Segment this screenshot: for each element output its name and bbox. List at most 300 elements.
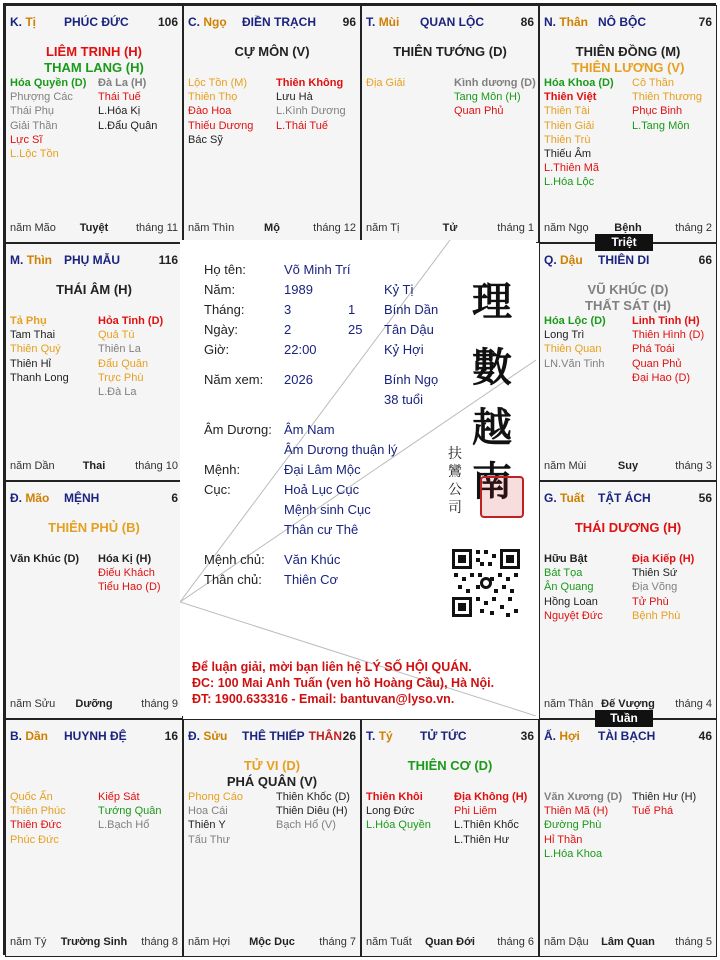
star-item: Thiên Tài bbox=[544, 105, 590, 118]
palace-suu[interactable] bbox=[183, 719, 361, 957]
palace-name-text: NÔ BỘC bbox=[598, 15, 646, 29]
main-star: THIÊN PHỦ (B) bbox=[48, 520, 140, 535]
palace-name-text: ĐIỀN TRẠCH bbox=[242, 15, 316, 29]
palace-year: năm Tị bbox=[366, 222, 400, 234]
truong-sinh-stage: Mộ bbox=[264, 222, 280, 234]
nam-xem-value: 2026 bbox=[284, 372, 313, 387]
menh-chu-value: Văn Khúc bbox=[284, 552, 341, 567]
qr-code-icon[interactable] bbox=[450, 547, 522, 619]
star-item: L.Đẩu Quân bbox=[98, 119, 158, 132]
star-item: Lộc Tồn (M) bbox=[188, 77, 248, 89]
palace-month: tháng 10 bbox=[135, 460, 178, 472]
palace-position bbox=[188, 15, 227, 29]
palace-footer bbox=[188, 222, 356, 236]
palace-year: năm Mão bbox=[10, 222, 56, 234]
star-item: Thiên Quan bbox=[544, 343, 602, 356]
star-item: Thiên Sứ bbox=[632, 567, 678, 580]
left-stars bbox=[10, 790, 66, 847]
right-stars bbox=[632, 76, 702, 133]
palace-branch: Mão bbox=[25, 491, 50, 505]
main-star: THAM LANG (H) bbox=[44, 60, 144, 75]
star-item: Bạch Hổ (V) bbox=[276, 819, 336, 832]
star-item: Địa Không (H) bbox=[454, 791, 528, 803]
star-item: Thiên Đức bbox=[10, 819, 62, 832]
cuc-value: Hoả Lục Cục bbox=[284, 482, 360, 497]
ad-line-2: ĐC: 100 Mai Anh Tuấn (ven hồ Hoàng Cầu), Hà Nội. bbox=[192, 676, 495, 690]
star-item: Hỏa Tinh (D) bbox=[98, 315, 164, 327]
star-item: Đào Hoa bbox=[188, 105, 232, 118]
star-item: Thái Tuế bbox=[98, 91, 141, 104]
thang-value: 3 bbox=[284, 302, 292, 317]
palace-name-text: PHÚC ĐỨC bbox=[64, 15, 129, 29]
palace-name-text: QUAN LỘC bbox=[420, 15, 484, 29]
star-item: Tam Thai bbox=[10, 329, 56, 342]
palace-name bbox=[598, 491, 651, 505]
palace-branch: Mùi bbox=[378, 15, 400, 29]
palace-branch: Tý bbox=[378, 729, 393, 743]
main-star: THIÊN LƯƠNG (V) bbox=[571, 60, 685, 75]
palace-age: 36 bbox=[520, 729, 534, 743]
calligraphy-char-2: 數 bbox=[472, 344, 512, 391]
center-info-panel bbox=[180, 240, 536, 716]
palace-header bbox=[544, 729, 712, 745]
star-item: Long Đức bbox=[366, 805, 415, 818]
star-item: Thiên Thọ bbox=[188, 91, 238, 104]
star-item: Đà La (H) bbox=[98, 77, 147, 89]
star-item: Phượng Các bbox=[10, 91, 73, 104]
main-star: THIÊN TƯỚNG (D) bbox=[393, 44, 507, 59]
palace-position-prefix: Q. bbox=[544, 253, 557, 267]
right-stars bbox=[454, 76, 536, 119]
star-item: Thanh Long bbox=[10, 371, 69, 384]
truong-sinh-stage: Tử bbox=[442, 222, 458, 234]
palace-branch: Tị bbox=[25, 15, 37, 29]
main-star: THIÊN CƠ (D) bbox=[407, 758, 493, 773]
ngay-am: 25 bbox=[348, 322, 363, 337]
tuan-tag: Tuần bbox=[595, 710, 653, 727]
palace-name-text: HUYNH ĐỆ bbox=[64, 729, 127, 743]
left-stars bbox=[544, 552, 603, 623]
palace-year: năm Tý bbox=[10, 936, 47, 948]
star-item: L.Kình Dương bbox=[276, 105, 346, 118]
palace-position-prefix: G. bbox=[544, 491, 557, 505]
palace-month: tháng 9 bbox=[141, 698, 178, 710]
ngay-can-chi: Tân Dậu bbox=[384, 322, 434, 337]
star-item: LN.Văn Tinh bbox=[544, 357, 605, 370]
star-item: Tiểu Hao (D) bbox=[98, 581, 161, 594]
star-item: L.Đà La bbox=[98, 385, 137, 398]
gio-value: 22:00 bbox=[284, 342, 317, 357]
palace-name bbox=[242, 729, 342, 743]
palace-footer bbox=[188, 936, 356, 950]
star-item: Thiên Hư (H) bbox=[632, 791, 697, 803]
star-item: L.Bạch Hổ bbox=[98, 819, 150, 832]
triet-tag: Triệt bbox=[595, 234, 653, 251]
star-item: Hỉ Thần bbox=[544, 833, 583, 846]
right-stars bbox=[276, 790, 350, 833]
star-item: Thiên Hình (D) bbox=[632, 329, 705, 342]
palace-age: 56 bbox=[698, 491, 712, 505]
left-stars bbox=[188, 76, 253, 147]
star-item: Thiên Khôi bbox=[366, 791, 423, 803]
main-star: THÁI DƯƠNG (H) bbox=[574, 520, 682, 535]
red-seal-icon bbox=[480, 476, 524, 518]
palace-year: năm Ngọ bbox=[544, 222, 589, 234]
star-item: Hóa Khoa (D) bbox=[544, 77, 614, 89]
star-item: Bác Sỹ bbox=[188, 133, 223, 146]
star-item: L.Hóa Quyền bbox=[366, 819, 431, 832]
star-item: Hữu Bật bbox=[544, 553, 588, 565]
star-item: Thiên Thương bbox=[632, 91, 703, 104]
palace-position bbox=[544, 253, 583, 267]
palace-year: năm Hợi bbox=[188, 936, 231, 948]
star-item: Quan Phủ bbox=[632, 357, 682, 370]
palace-header bbox=[10, 491, 178, 507]
star-item: L.Tang Môn bbox=[632, 119, 690, 132]
palace-branch: Thìn bbox=[26, 253, 53, 267]
nam-xem-label: Năm xem: bbox=[204, 372, 264, 387]
than-chu-value: Thiên Cơ bbox=[284, 572, 339, 587]
star-item: Điếu Khách bbox=[98, 567, 155, 580]
gio-label: Giờ: bbox=[204, 342, 230, 357]
main-star: VŨ KHÚC (D) bbox=[587, 282, 669, 297]
right-stars bbox=[632, 314, 704, 385]
ho-ten-value: Võ Minh Trí bbox=[284, 262, 351, 277]
nam-value: 1989 bbox=[284, 282, 313, 297]
menh-label: Mệnh: bbox=[204, 462, 241, 477]
palace-age: 26 bbox=[342, 729, 356, 743]
star-item: Phúc Đức bbox=[10, 833, 59, 846]
gio-can-chi: Kỷ Hợi bbox=[384, 342, 424, 357]
palace-header bbox=[10, 15, 178, 31]
palace-footer bbox=[10, 222, 178, 236]
star-item: Giải Thần bbox=[10, 119, 58, 132]
palace-than[interactable] bbox=[539, 5, 717, 243]
palace-mui[interactable] bbox=[361, 5, 539, 243]
star-item: L.Hóa Lộc bbox=[544, 176, 595, 189]
star-item: Bệnh Phù bbox=[632, 609, 681, 622]
palace-month: tháng 4 bbox=[675, 698, 712, 710]
star-item: Thiên Khốc (D) bbox=[276, 791, 350, 803]
star-item: L.Thiên Khốc bbox=[454, 819, 519, 832]
palace-name bbox=[598, 15, 646, 29]
palace-ngo[interactable] bbox=[183, 5, 361, 243]
truong-sinh-stage: Bệnh bbox=[614, 222, 642, 234]
palace-position-prefix: N. bbox=[544, 15, 556, 29]
palace-year: năm Dậu bbox=[544, 936, 589, 948]
tuoi-value: 38 tuổi bbox=[384, 392, 424, 407]
star-item: Văn Khúc (D) bbox=[10, 553, 80, 565]
star-item: Tả Phụ bbox=[10, 315, 47, 327]
palace-position bbox=[10, 15, 36, 29]
star-item: L.Thiên Mã bbox=[544, 162, 600, 175]
palace-month: tháng 8 bbox=[141, 936, 178, 948]
star-item: Thiên Diêu (H) bbox=[276, 805, 348, 818]
palace-age: 46 bbox=[698, 729, 712, 743]
ho-ten-label: Họ tên: bbox=[204, 262, 246, 277]
palace-month: tháng 6 bbox=[497, 936, 534, 948]
palace-header bbox=[366, 729, 534, 745]
palace-header bbox=[366, 15, 534, 31]
palace-branch: Thân bbox=[559, 15, 589, 29]
right-stars bbox=[98, 790, 162, 833]
main-star: THIÊN ĐỒNG (M) bbox=[575, 44, 681, 59]
palace-month: tháng 7 bbox=[319, 936, 356, 948]
palace-age: 106 bbox=[157, 15, 178, 29]
palace-position bbox=[544, 491, 584, 505]
star-item: Ân Quang bbox=[544, 581, 594, 594]
palace-branch: Sửu bbox=[203, 729, 228, 743]
right-stars bbox=[276, 76, 346, 133]
star-item: Tấu Thư bbox=[188, 833, 231, 846]
star-item: Tuế Phá bbox=[632, 805, 674, 818]
palace-age: 66 bbox=[698, 253, 712, 267]
truong-sinh-stage: Đế Vượng bbox=[601, 698, 655, 710]
palace-position-prefix: K. bbox=[10, 15, 22, 29]
than-cu-note: Thân cư Thê bbox=[284, 522, 359, 537]
palace-tuat[interactable] bbox=[539, 481, 717, 719]
star-item: Cô Thần bbox=[632, 77, 674, 89]
nam-xem-can-chi: Bính Ngọ bbox=[384, 372, 439, 387]
palace-hoi[interactable] bbox=[539, 719, 717, 957]
palace-month: tháng 2 bbox=[675, 222, 712, 234]
star-item: Thiên Quý bbox=[10, 343, 61, 356]
palace-month: tháng 3 bbox=[675, 460, 712, 472]
ad-line-3[interactable]: ĐT: 1900.633316 - Email: bantuvan@lyso.vn. bbox=[192, 692, 455, 706]
left-stars bbox=[366, 76, 405, 90]
truong-sinh-stage: Lâm Quan bbox=[601, 936, 655, 948]
palace-name-text: TỬ TỨC bbox=[420, 729, 467, 743]
palace-header bbox=[188, 729, 356, 745]
palace-dau[interactable] bbox=[539, 243, 717, 481]
palace-position bbox=[10, 729, 48, 743]
calligraphy-char-1: 理 bbox=[472, 278, 512, 325]
nam-label: Năm: bbox=[204, 282, 236, 297]
right-stars bbox=[98, 76, 157, 133]
nam-can-chi: Kỷ Tị bbox=[384, 282, 414, 297]
left-stars bbox=[544, 76, 614, 190]
star-item: Kiếp Sát bbox=[98, 791, 140, 803]
truong-sinh-stage: Tuyệt bbox=[79, 222, 109, 234]
palace-thin[interactable] bbox=[5, 243, 183, 481]
truong-sinh-stage: Dưỡng bbox=[75, 698, 113, 710]
than-marker: THÂN bbox=[308, 729, 342, 743]
palace-position bbox=[10, 491, 49, 505]
palace-header bbox=[544, 253, 712, 269]
star-item: Tử Phù bbox=[632, 595, 669, 608]
star-item: Thiên Trù bbox=[544, 133, 591, 146]
palace-footer bbox=[544, 936, 712, 950]
star-item: L.Hóa Khoa bbox=[544, 847, 603, 860]
menh-value: Đại Lâm Mộc bbox=[284, 462, 361, 477]
star-item: Hóa Quyền (D) bbox=[10, 77, 87, 89]
truong-sinh-stage: Suy bbox=[617, 460, 639, 472]
palace-position bbox=[366, 15, 399, 29]
star-item: Phi Liêm bbox=[454, 805, 497, 818]
star-item: Đại Hao (D) bbox=[632, 371, 691, 384]
star-item: Bát Tọa bbox=[544, 567, 583, 580]
main-star: THẤT SÁT (H) bbox=[585, 298, 671, 313]
star-item: Nguyệt Đức bbox=[544, 609, 603, 622]
left-stars bbox=[544, 790, 622, 861]
star-item: Địa Giải bbox=[366, 77, 406, 89]
palace-footer bbox=[10, 460, 178, 474]
palace-branch: Dậu bbox=[560, 253, 583, 267]
calligraphy-small: 扶鸞公司 bbox=[448, 446, 462, 516]
star-item: Thiên Giải bbox=[544, 119, 595, 132]
palace-name bbox=[420, 729, 467, 743]
palace-position-prefix: Đ. bbox=[10, 491, 22, 505]
palace-header bbox=[10, 253, 178, 269]
star-item: Lực Sĩ bbox=[10, 133, 43, 146]
am-duong-value: Âm Nam bbox=[284, 422, 335, 437]
cuc-note: Mệnh sinh Cục bbox=[284, 502, 371, 517]
palace-month: tháng 5 bbox=[675, 936, 712, 948]
palace-age: 96 bbox=[342, 15, 356, 29]
palace-name-text: PHỤ MẪU bbox=[64, 253, 120, 267]
palace-position-prefix: Ấ. bbox=[544, 729, 556, 743]
star-item: Hóa Kị (H) bbox=[98, 553, 152, 565]
palace-footer bbox=[544, 460, 712, 474]
star-item: Thái Phụ bbox=[10, 105, 55, 118]
right-stars bbox=[632, 552, 694, 623]
palace-age: 76 bbox=[698, 15, 712, 29]
palace-name-text: TẬT ÁCH bbox=[598, 491, 651, 505]
palace-position-prefix: Đ. bbox=[188, 729, 200, 743]
star-item: Tang Môn (H) bbox=[454, 91, 521, 104]
star-item: Thiếu Âm bbox=[544, 147, 592, 160]
left-stars bbox=[10, 314, 69, 385]
star-item: Quan Phủ bbox=[454, 105, 504, 118]
palace-dan[interactable] bbox=[5, 719, 183, 957]
star-item: Quả Tú bbox=[98, 329, 135, 342]
palace-ty2[interactable] bbox=[361, 719, 539, 957]
star-item: Thiên Y bbox=[188, 819, 226, 832]
am-duong-label: Âm Dương: bbox=[204, 422, 272, 437]
star-item: Long Trì bbox=[544, 329, 585, 342]
right-stars bbox=[632, 790, 696, 818]
star-item: Lưu Hà bbox=[276, 91, 313, 104]
main-star: LIÊM TRINH (H) bbox=[45, 44, 143, 59]
main-star: THÁI ÂM (H) bbox=[56, 282, 132, 297]
palace-position bbox=[188, 729, 227, 743]
star-item: Hồng Loan bbox=[544, 595, 598, 608]
palace-month: tháng 12 bbox=[313, 222, 356, 234]
palace-footer bbox=[366, 222, 534, 236]
star-item: Hóa Lộc (D) bbox=[544, 315, 606, 327]
cuc-label: Cục: bbox=[204, 482, 231, 497]
palace-position-prefix: T. bbox=[366, 15, 376, 29]
palace-age: 86 bbox=[520, 15, 534, 29]
star-item: Kình dương (D) bbox=[454, 77, 536, 89]
am-duong-note: Âm Dương thuận lý bbox=[284, 442, 398, 457]
menh-chu-label: Mệnh chủ: bbox=[204, 552, 265, 567]
star-item: Đẩu Quân bbox=[98, 357, 149, 370]
star-item: Địa Võng bbox=[632, 581, 678, 594]
palace-name bbox=[64, 491, 99, 505]
palace-position bbox=[544, 729, 580, 743]
truong-sinh-stage: Mộc Dục bbox=[249, 936, 295, 948]
right-stars bbox=[98, 314, 163, 399]
star-item: Thiên Mã (H) bbox=[544, 805, 609, 818]
star-item: Thiên Phúc bbox=[10, 805, 66, 818]
palace-age: 116 bbox=[158, 253, 178, 267]
palace-name bbox=[64, 253, 120, 267]
palace-age: 16 bbox=[164, 729, 178, 743]
palace-position-prefix: M. bbox=[10, 253, 24, 267]
palace-year: năm Sửu bbox=[10, 698, 56, 710]
palace-branch: Hợi bbox=[559, 729, 580, 743]
star-item: Phá Toái bbox=[632, 343, 675, 356]
palace-age: 6 bbox=[171, 491, 178, 505]
palace-position-prefix: C. bbox=[188, 15, 200, 29]
palace-position-prefix: T. bbox=[366, 729, 376, 743]
star-item: L.Thái Tuế bbox=[276, 119, 328, 132]
palace-footer bbox=[10, 936, 178, 950]
star-item: Phong Cáo bbox=[188, 791, 244, 803]
truong-sinh-stage: Trường Sinh bbox=[60, 936, 128, 948]
ngay-value: 2 bbox=[284, 322, 292, 337]
palace-name-text: THÊ THIẾP bbox=[242, 729, 305, 743]
palace-name bbox=[64, 729, 127, 743]
calligraphy-char-4: 南 bbox=[472, 458, 512, 505]
thang-label: Tháng: bbox=[204, 302, 245, 317]
palace-year: năm Mùi bbox=[544, 460, 587, 472]
palace-branch: Ngọ bbox=[203, 15, 227, 29]
left-stars bbox=[544, 314, 606, 371]
star-item: L.Thiên Hư bbox=[454, 833, 510, 846]
palace-name bbox=[598, 253, 649, 267]
than-chu-label: Thân chủ: bbox=[204, 572, 262, 587]
star-item: Quốc Ấn bbox=[10, 791, 53, 803]
palace-year: năm Thìn bbox=[188, 222, 235, 234]
star-item: Trực Phù bbox=[98, 371, 144, 384]
right-stars bbox=[454, 790, 527, 847]
left-stars bbox=[188, 790, 243, 847]
truong-sinh-stage: Thai bbox=[82, 460, 106, 472]
palace-position bbox=[544, 15, 588, 29]
palace-year: năm Thân bbox=[544, 698, 594, 710]
left-stars bbox=[10, 76, 86, 161]
palace-year: năm Dần bbox=[10, 460, 55, 472]
palace-ty[interactable] bbox=[5, 5, 183, 243]
truong-sinh-stage: Quan Đới bbox=[425, 936, 475, 948]
palace-branch: Tuất bbox=[560, 491, 585, 505]
palace-name-text: MỆNH bbox=[64, 491, 100, 505]
left-stars bbox=[366, 790, 431, 833]
palace-position bbox=[10, 253, 52, 267]
palace-name-text: TÀI BẠCH bbox=[598, 729, 656, 743]
star-item: Thiên La bbox=[98, 343, 141, 356]
star-item: Văn Xương (D) bbox=[544, 791, 623, 803]
star-item: Linh Tinh (H) bbox=[632, 315, 700, 327]
thang-am: 1 bbox=[348, 302, 356, 317]
right-stars bbox=[98, 552, 161, 595]
palace-branch: Dần bbox=[25, 729, 49, 743]
palace-position bbox=[366, 729, 393, 743]
star-item: L.Lộc Tồn bbox=[10, 147, 59, 160]
palace-header bbox=[544, 15, 712, 31]
star-item: Thiên Việt bbox=[544, 91, 597, 104]
star-item: Thiên Không bbox=[276, 77, 344, 89]
palace-name bbox=[64, 15, 129, 29]
star-item: Phục Binh bbox=[632, 105, 683, 118]
main-star: CỰ MÔN (V) bbox=[234, 44, 310, 59]
star-item: Đường Phù bbox=[544, 819, 602, 832]
palace-header bbox=[544, 491, 712, 507]
palace-position-prefix: B. bbox=[10, 729, 22, 743]
palace-mao[interactable] bbox=[5, 481, 183, 719]
